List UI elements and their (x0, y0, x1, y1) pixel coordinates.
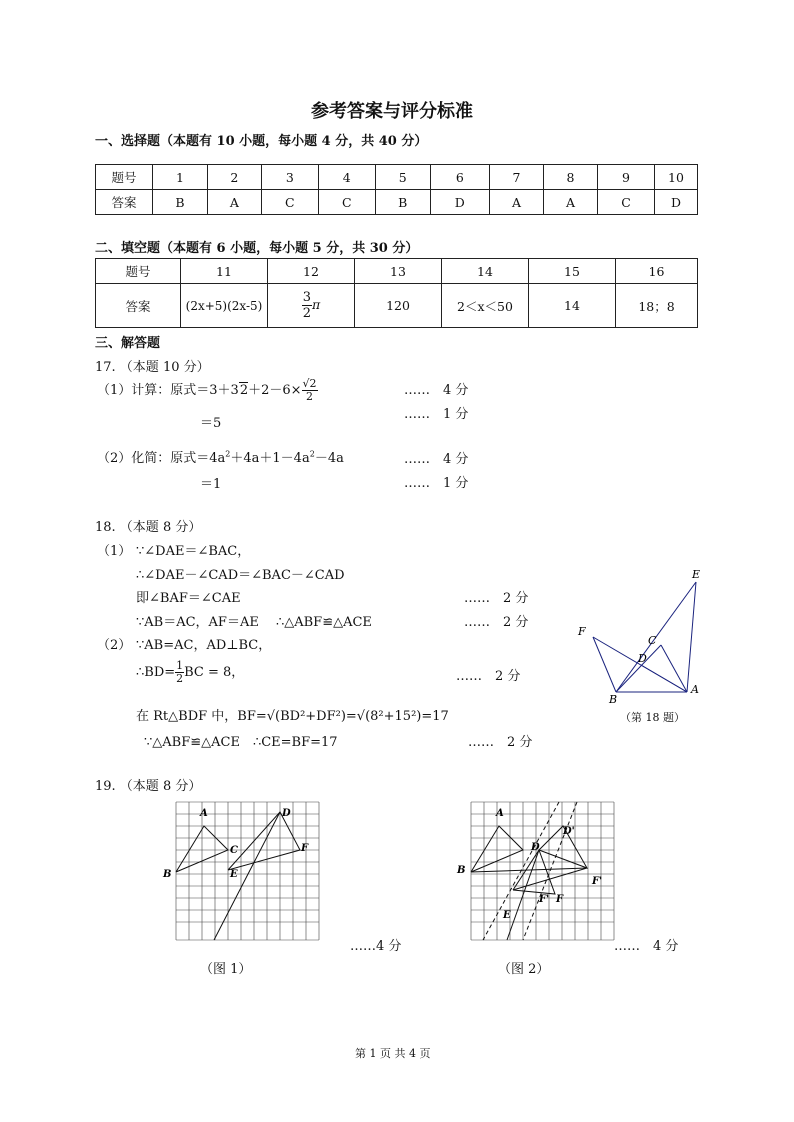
table-cell: 9 (597, 165, 654, 190)
figure-caption: （图 1） (200, 962, 252, 977)
table-cell: 2＜x＜50 (442, 284, 529, 328)
table-cell: 6 (430, 165, 489, 190)
q18-line: ∵∠DAE＝∠BAC， (136, 544, 251, 559)
fraction (302, 378, 318, 403)
q19-figure2 (455, 798, 625, 948)
q18-part2-number: （2） (97, 638, 132, 653)
sqrt: 2 (239, 383, 249, 398)
point-label: F' (592, 876, 603, 887)
q18-part1-number: （1） (97, 544, 132, 559)
table-cell: 14 (442, 259, 529, 284)
fraction-numerator: √2 (302, 377, 317, 390)
q18-line: ∵AB=AC，AD⊥BC， (136, 638, 272, 653)
q17-part2-rest: ＋4a＋1－4a (230, 451, 310, 466)
fraction-denominator: 2 (302, 306, 312, 321)
point-label: D (638, 652, 647, 665)
table-cell: 4 (318, 165, 375, 190)
q17-header: 17. （本题 10 分） (95, 360, 210, 375)
q17-part1-mid: ＋2－6× (248, 383, 302, 398)
table-cell: A (543, 190, 597, 215)
q18-line: ∴∠DAE－∠CAD＝∠BAC－∠CAD (136, 568, 345, 583)
q17-part1-result: ＝5 (200, 416, 222, 431)
score: …… 1 分 (404, 476, 469, 491)
score: …… 2 分 (468, 735, 533, 750)
table-cell: 5 (375, 165, 430, 190)
q17-part2-result: ＝1 (200, 477, 222, 492)
pi-symbol: π (312, 297, 321, 312)
fraction (302, 290, 312, 321)
table-cell: 11 (181, 259, 268, 284)
score: …… 2 分 (456, 669, 521, 684)
point-label: A (496, 808, 504, 819)
row-label: 题号 (96, 259, 181, 284)
page-title: 参考答案与评分标准 (311, 101, 473, 122)
point-label: D' (563, 826, 575, 837)
table-cell: 14 (529, 284, 616, 328)
choice-answer-table (95, 164, 698, 215)
table-cell: 120 (355, 284, 442, 328)
point-label: B (457, 865, 466, 876)
table-cell: C (597, 190, 654, 215)
point-label: A (691, 683, 699, 696)
score: …… 4 分 (614, 939, 679, 954)
table-cell: 15 (529, 259, 616, 284)
q17-part1-label: （1）计算：原式＝3＋3 (97, 383, 239, 398)
q17-part2-tail: －4a (314, 451, 344, 466)
q18-line: 在 Rt△BDF 中，BF=√(BD²+DF²)=√(8²+15²)=17 (136, 709, 449, 724)
table-cell: 12 (268, 259, 355, 284)
table-cell: (2x+5)(2x-5) (181, 284, 268, 328)
q18-header: 18. （本题 8 分） (95, 520, 202, 535)
section2-heading: 二、填空题（本题有 6 小题，每小题 5 分，共 30 分） (95, 241, 419, 256)
point-label: F (578, 625, 586, 638)
q17-part2-line (97, 447, 344, 466)
row-label: 题号 (96, 165, 153, 190)
exponent: 2 (309, 449, 315, 459)
table-cell: 13 (355, 259, 442, 284)
q17-part2-label: （2）化简：原式＝4a (97, 451, 226, 466)
fraction-denominator: 2 (176, 672, 184, 685)
fraction (175, 660, 184, 685)
q18-line (136, 660, 244, 685)
q18-figure-caption: （第 18 题） (620, 711, 685, 724)
point-label: F' (539, 894, 550, 905)
point-label: E (692, 568, 701, 581)
table-cell: 1 (153, 165, 208, 190)
q19-figure1 (160, 798, 330, 948)
point-label: F (301, 843, 309, 854)
row-label: 答案 (96, 190, 153, 215)
fraction-numerator: 3 (302, 290, 312, 305)
table-cell (268, 284, 355, 328)
q19-header: 19. （本题 8 分） (95, 779, 202, 794)
fraction-numerator: 1 (176, 659, 184, 672)
score: …… 4 分 (404, 452, 469, 467)
point-label: D (282, 808, 291, 819)
table-cell: 3 (261, 165, 318, 190)
fill-answer-table (95, 258, 698, 328)
table-cell: B (375, 190, 430, 215)
table-cell: 2 (207, 165, 261, 190)
point-label: B (609, 693, 618, 705)
table-cell: A (207, 190, 261, 215)
row-label: 答案 (96, 284, 181, 328)
table-cell: C (318, 190, 375, 215)
table-cell: D (430, 190, 489, 215)
point-label: B (163, 869, 172, 880)
section1-heading: 一、选择题（本题有 10 小题，每小题 4 分，共 40 分） (95, 134, 428, 149)
table-cell: 16 (616, 259, 698, 284)
table-cell: C (261, 190, 318, 215)
score: …… 1 分 (404, 407, 469, 422)
table-cell: D (655, 190, 698, 215)
figure-caption: （图 2） (498, 962, 550, 977)
section3-heading: 三、解答题 (95, 336, 161, 351)
page-footer: 第 1 页 共 4 页 (355, 1047, 431, 1060)
point-label: C (648, 634, 657, 647)
q18-line-post: BC = 8， (184, 665, 245, 680)
q18-line: ∵△ABF≌△ACE ∴CE=BF=17 (144, 735, 338, 750)
score: …… 2 分 (464, 615, 529, 630)
table-cell: 10 (655, 165, 698, 190)
point-label: D (531, 842, 540, 853)
score: …… 2 分 (464, 591, 529, 606)
exponent: 2 (225, 449, 231, 459)
table-cell: B (153, 190, 208, 215)
score: …… 4 分 (404, 383, 469, 398)
table-cell: 7 (489, 165, 543, 190)
q18-line-pre: ∴BD= (136, 665, 176, 680)
point-label: E (503, 910, 511, 921)
fraction-denominator: 2 (306, 390, 314, 403)
table-cell: A (489, 190, 543, 215)
point-label: E (230, 869, 238, 880)
q17-part1-line (97, 378, 318, 403)
point-label: C (230, 845, 238, 856)
q18-line: ∵AB＝AC，AF＝AE ∴△ABF≌△ACE (136, 615, 372, 630)
point-label: F (556, 894, 564, 905)
score: ……4 分 (350, 939, 402, 954)
q18-line: 即∠BAF＝∠CAE (136, 591, 241, 606)
point-label: A (200, 808, 208, 819)
table-cell: 18；8 (616, 284, 698, 328)
table-cell: 8 (543, 165, 597, 190)
q18-figure (570, 565, 710, 705)
